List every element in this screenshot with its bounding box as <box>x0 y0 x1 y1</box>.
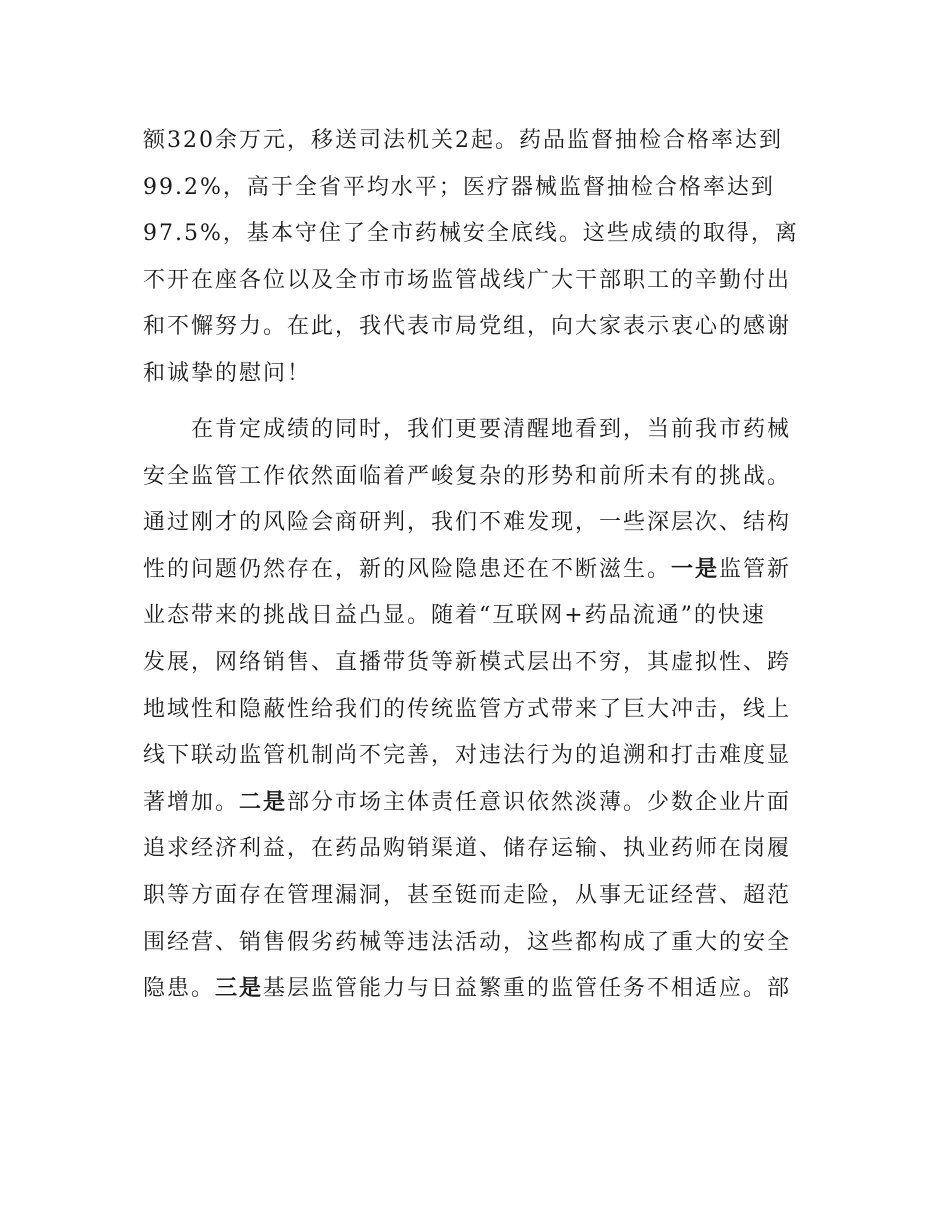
text-line: 不开在座各位以及全市市场监管战线广大干部职工的辛勤付出 <box>143 267 792 293</box>
text-line: 追求经济利益，在药品购销渠道、储存运输、执业药师在岗履 <box>143 836 792 862</box>
text-line: 业态带来的挑战日益凸显。随着“互联网+药品流通”的快速 <box>143 603 766 629</box>
text-line: 发展，网络销售、直播带货等新模式层出不穷，其虚拟性、跨 <box>143 649 792 675</box>
text-line: 和不懈努力。在此，我代表市局党组，向大家表示衷心的感谢 <box>143 314 792 340</box>
text-line: 99.2%，高于全省平均水平；医疗器械监督抽检合格率达到 <box>143 174 775 200</box>
point-marker-two: 二是 <box>239 789 288 815</box>
text-run: 基层监管能力与日益繁重的监管任务不相适应。部 <box>263 976 792 1002</box>
text-run: 性的问题仍然存在，新的风险隐患还在不断滋生。 <box>143 556 672 582</box>
text-line: 额320余万元，移送司法机关2起。药品监督抽检合格率达到 <box>143 128 783 153</box>
point-marker-one: 一是 <box>671 556 720 582</box>
paragraph-challenges <box>143 407 823 1013</box>
text-line: 围经营、销售假劣药械等违法活动，这些都构成了重大的安全 <box>143 929 792 955</box>
text-line: 线下联动监管机制尚不完善，对违法行为的追溯和打击难度显 <box>143 743 792 769</box>
text-line <box>143 547 823 594</box>
text-run: 部分市场主体责任意识依然淡薄。少数企业片面 <box>287 789 792 815</box>
paragraph-results <box>143 118 823 398</box>
text-line: 职等方面存在管理漏洞，甚至铤而走险，从事无证经营、超范 <box>143 882 792 908</box>
text-line <box>143 780 823 827</box>
text-line: 97.5%，基本守住了全市药械安全底线。这些成绩的取得，离 <box>143 221 799 247</box>
text-line: 安全监管工作依然面临着严峻复杂的形势和前所未有的挑战。 <box>143 463 792 489</box>
text-run: 著增加。 <box>143 789 240 815</box>
text-line: 通过刚才的风险会商研判，我们不难发现，一些深层次、结构 <box>143 510 792 536</box>
text-run: 监管新 <box>719 556 792 582</box>
point-marker-three: 三是 <box>215 976 264 1002</box>
text-run: 隐患。 <box>143 976 216 1002</box>
text-line: 在肯定成绩的同时，我们更要清醒地看到，当前我市药械 <box>191 417 792 442</box>
text-line <box>143 966 823 1013</box>
text-line: 地域性和隐蔽性给我们的传统监管方式带来了巨大冲击，线上 <box>143 696 792 722</box>
text-line: 和诚挚的慰问！ <box>143 360 312 386</box>
